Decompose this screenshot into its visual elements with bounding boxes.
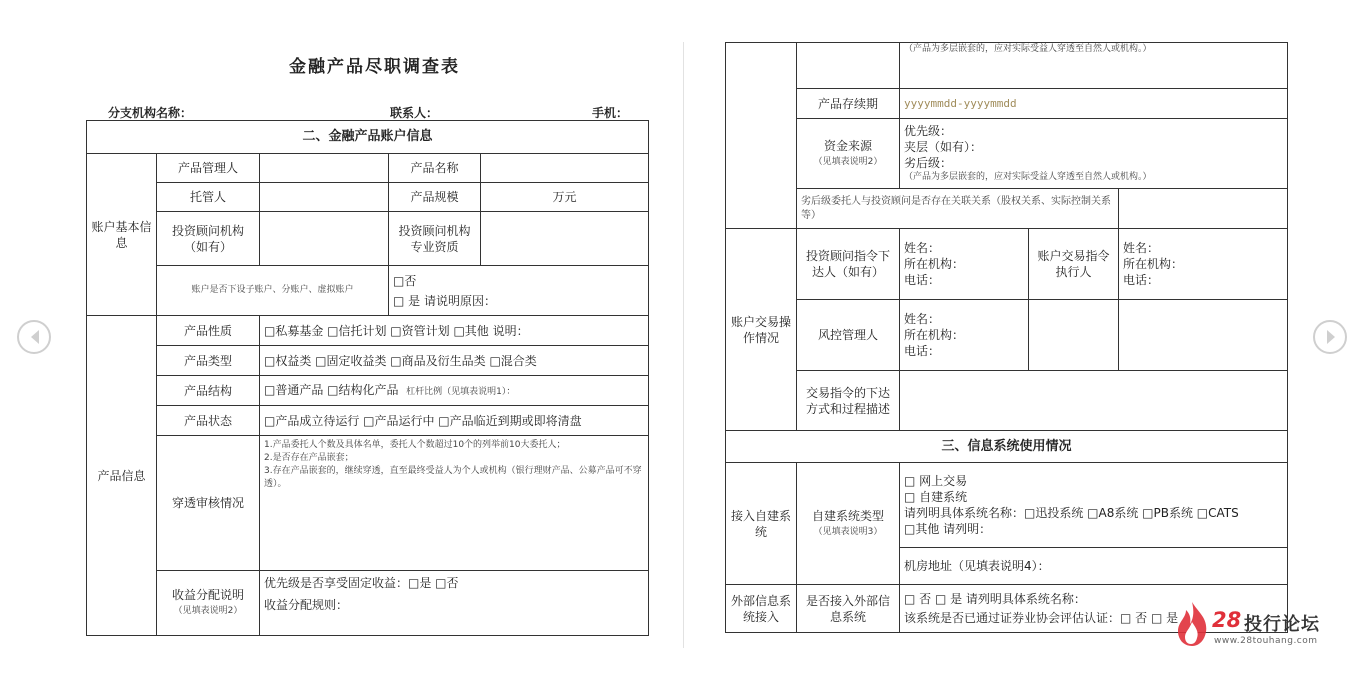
blank-left-cell: [726, 43, 797, 229]
instruction-issuer-field[interactable]: [900, 229, 1029, 300]
advisor-org-field[interactable]: [260, 212, 389, 266]
product-structure-label: 产品结构: [157, 376, 260, 406]
duration-label: 产品存续期: [797, 89, 900, 119]
structure-checkboxes[interactable]: □普通产品 □结构化产品: [264, 382, 399, 397]
income-rule-label: 收益分配规则：: [264, 598, 349, 612]
phone-label: 手机：: [592, 106, 629, 120]
advisor-org-label: 投资顾问机构（如有）: [157, 212, 260, 266]
risk-blank-2: [1119, 300, 1288, 371]
basic-info-label: 账户基本信息: [87, 154, 157, 316]
subordinate-line: 劣后级：: [904, 156, 953, 170]
risk-name-label: 姓名：: [904, 312, 941, 326]
next-page-button[interactable]: [1313, 320, 1347, 354]
flame-icon: [1172, 600, 1212, 648]
risk-manager-field[interactable]: [900, 300, 1029, 371]
blank-label-cell: [797, 43, 900, 89]
sub-account-answer[interactable]: [389, 266, 649, 316]
logo-name: 投行论坛: [1244, 614, 1320, 635]
self-system-type-label: [797, 463, 900, 585]
product-name-field[interactable]: [481, 154, 649, 183]
nested-note-2: （产品为多层嵌套的，应对实际受益人穿透至自然人或机构。）: [904, 172, 1152, 182]
nested-note: （产品为多层嵌套的，应对实际受益人穿透至自然人或机构。）: [900, 43, 1288, 89]
chevron-left-icon: [28, 329, 42, 345]
custodian-label: 托管人: [157, 183, 260, 212]
instruction-executor-label: 账户交易指令执行人: [1029, 229, 1119, 300]
instruction-issuer-label: 投资顾问指令下达人（如有）: [797, 229, 900, 300]
self-system-options[interactable]: [900, 463, 1288, 548]
risk-blank-1: [1029, 300, 1119, 371]
sub-account-yes-checkbox[interactable]: □ 是 请说明原因：: [393, 293, 496, 308]
instruction-process-field[interactable]: [900, 371, 1288, 431]
external-yes-no-checkboxes[interactable]: □ 否 □ 是 请列明具体系统名称：: [904, 592, 1086, 606]
funds-label-note: （见填表说明2）: [813, 156, 883, 167]
chevron-right-icon: [1324, 329, 1338, 345]
external-system-label: 外部信息系统接入: [726, 585, 797, 633]
income-label-note: （见填表说明2）: [173, 606, 243, 616]
custodian-field[interactable]: [260, 183, 389, 212]
system-names-options[interactable]: 请列明具体系统名称：□迅投系统 □A8系统 □PB系统 □CATS: [904, 506, 1239, 520]
account-info-table: [86, 120, 649, 636]
logo-url: www.28touhang.com: [1214, 636, 1318, 646]
advisor-qual-field[interactable]: [481, 212, 649, 266]
sub-account-question: 账户是否下设子账户、分账户、虚拟账户: [157, 266, 389, 316]
executor-name-label: 姓名：: [1123, 241, 1160, 255]
penetration-item-2: 2.是否存在产品嵌套；: [264, 453, 354, 463]
logo-number: 28: [1212, 608, 1242, 632]
product-status-options[interactable]: □产品成立待运行 □产品运行中 □产品临近到期或即将清盘: [260, 406, 649, 436]
self-type-text: 自建系统类型: [811, 508, 884, 523]
funds-label-text: 资金来源: [823, 138, 872, 153]
product-status-label: 产品状态: [157, 406, 260, 436]
section-header-info-system: 三、信息系统使用情况: [726, 431, 1288, 463]
instruction-process-label: 交易指令的下达方式和过程描述: [797, 371, 900, 431]
contact-label: 联系人：: [390, 106, 439, 120]
penetration-item-1: 1.产品委托人个数及具体名单，委托人个数超过10个的列举前10大委托人；: [264, 440, 566, 450]
sub-account-no-checkbox[interactable]: □否: [393, 273, 417, 288]
mezzanine-line: 夹层（如有）：: [904, 140, 983, 154]
product-nature-label: 产品性质: [157, 316, 260, 346]
penetration-label: 穿透审核情况: [157, 436, 260, 571]
product-nature-options[interactable]: □私募基金 □信托计划 □资管计划 □其他 说明：: [260, 316, 649, 346]
income-label-text: 收益分配说明: [171, 588, 244, 602]
branch-label: 分支机构名称：: [108, 106, 193, 120]
forum-watermark-logo: [1172, 598, 1352, 650]
funds-source-field[interactable]: [900, 119, 1288, 189]
page-divider: [683, 42, 684, 648]
other-system-checkbox[interactable]: □其他 请列明：: [904, 522, 992, 536]
machine-room-address[interactable]: 机房地址（见填表说明4）：: [900, 548, 1288, 585]
advisor-qual-label: 投资顾问机构专业资质: [389, 212, 481, 266]
issuer-tel-label: 电话：: [904, 273, 941, 287]
product-type-options[interactable]: □权益类 □固定收益类 □商品及衍生品类 □混合类: [260, 346, 649, 376]
risk-org-label: 所在机构：: [904, 328, 965, 342]
certification-question[interactable]: 该系统是否已通过证券业协会评估认证：□ 否 □ 是: [904, 611, 1179, 625]
issuer-org-label: 所在机构：: [904, 257, 965, 271]
leverage-note: 杠杆比例（见填表说明1）：: [406, 386, 516, 397]
product-type-label: 产品类型: [157, 346, 260, 376]
income-distribution-field[interactable]: [260, 571, 649, 636]
instruction-executor-field[interactable]: [1119, 229, 1288, 300]
document-title: 金融产品尽职调查表: [289, 57, 460, 77]
executor-tel-label: 电话：: [1123, 273, 1160, 287]
manager-label: 产品管理人: [157, 154, 260, 183]
unit-wan-yuan: 万元: [552, 190, 577, 204]
duration-input[interactable]: yyyymmdd-yyyymmdd: [900, 89, 1288, 119]
penetration-field[interactable]: [260, 436, 649, 571]
prev-page-button[interactable]: [17, 320, 51, 354]
risk-tel-label: 电话：: [904, 344, 941, 358]
priority-line: 优先级：: [904, 124, 953, 138]
product-info-label: 产品信息: [87, 316, 157, 636]
risk-manager-label: 风控管理人: [797, 300, 900, 371]
self-system-checkbox[interactable]: □ 自建系统: [904, 490, 968, 504]
income-distribution-label: [157, 571, 260, 636]
priority-fixed-income-question[interactable]: 优先级是否享受固定收益：□是 □否: [264, 576, 459, 590]
self-type-note: （见填表说明3）: [813, 526, 883, 537]
self-built-system-label: 接入自建系统: [726, 463, 797, 585]
issuer-name-label: 姓名：: [904, 241, 941, 255]
product-name-label: 产品名称: [389, 154, 481, 183]
online-trading-checkbox[interactable]: □ 网上交易: [904, 474, 968, 488]
product-scale-field[interactable]: [481, 183, 649, 212]
trading-system-table: [725, 42, 1288, 633]
section-header-account-info: 二、金融产品账户信息: [87, 121, 649, 154]
related-party-answer[interactable]: [1119, 189, 1288, 229]
external-access-question: 是否接入外部信息系统: [797, 585, 900, 633]
related-party-question: 劣后级委托人与投资顾问是否存在关联关系（股权关系、实际控制关系等）: [797, 189, 1119, 229]
executor-org-label: 所在机构：: [1123, 257, 1184, 271]
product-structure-options[interactable]: [260, 376, 649, 406]
product-scale-label: 产品规模: [389, 183, 481, 212]
penetration-item-3: 3.存在产品嵌套的，继续穿透，直至最终受益人为个人或机构（银行理财产品、公募产品可不穿透）。: [264, 466, 642, 489]
funds-source-label: [797, 119, 900, 189]
trade-operation-label: 账户交易操作情况: [726, 229, 797, 431]
manager-field[interactable]: [260, 154, 389, 183]
